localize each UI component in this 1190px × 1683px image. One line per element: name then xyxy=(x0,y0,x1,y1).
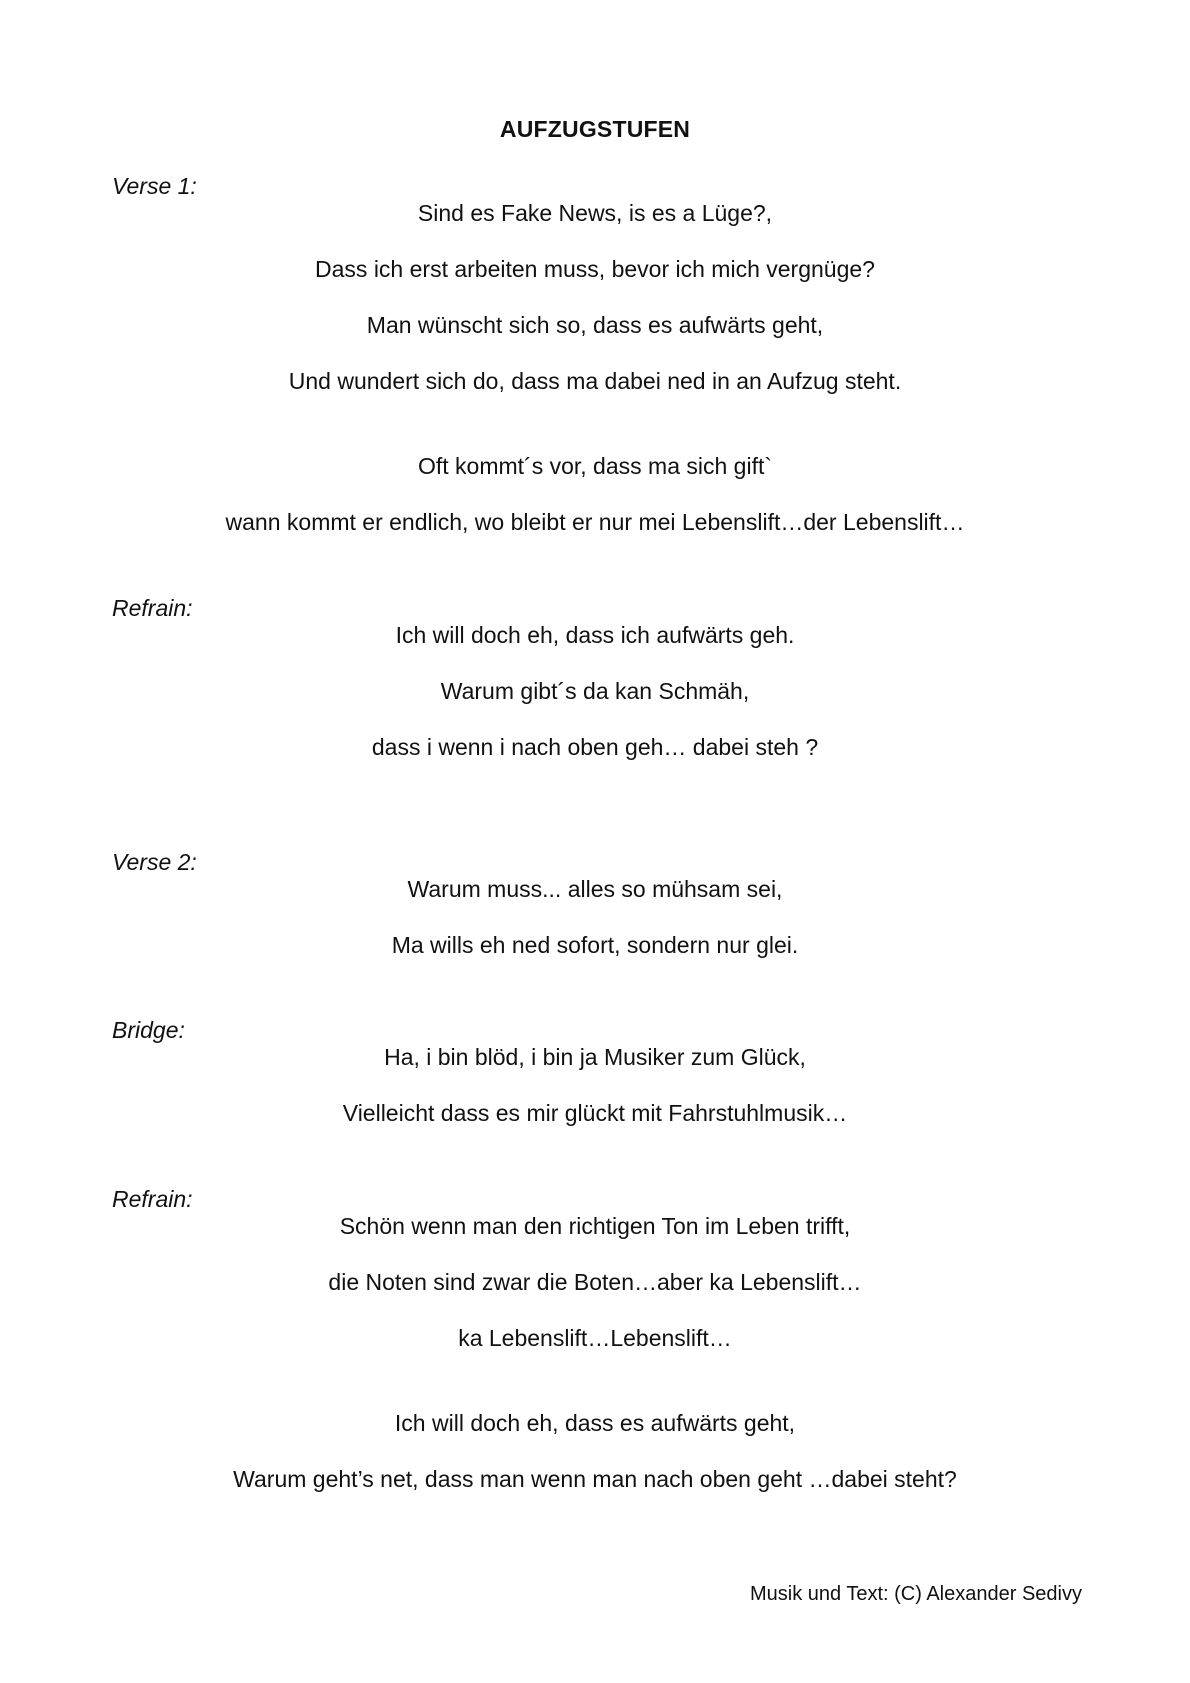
lyric-line: Warum geht’s net, dass man wenn man nach oben geht …dabei steht? xyxy=(233,1466,957,1492)
lyric-line: Ich will doch eh, dass es aufwärts geht, xyxy=(394,1410,796,1436)
lyric-line: die Noten sind zwar die Boten…aber ka Lebenslift… xyxy=(328,1269,862,1295)
lyric-line: Und wundert sich do, dass ma dabei ned in an Aufzug steht. xyxy=(288,368,902,394)
lyric-line: Man wünscht sich so, dass es aufwärts geht, xyxy=(366,312,824,338)
lyric-line: Ha, i bin blöd, i bin ja Musiker zum Glück, xyxy=(384,1044,806,1070)
lyric-line: Warum gibt´s da kan Schmäh, xyxy=(440,678,750,704)
lyric-line: Dass ich erst arbeiten muss, bevor ich mich vergnüge? xyxy=(315,256,875,282)
lyric-line: Ma wills eh ned sofort, sondern nur glei. xyxy=(391,932,799,958)
lyric-line: Sind es Fake News, is es a Lüge?, xyxy=(417,200,773,226)
lyric-line: dass i wenn i nach oben geh… dabei steh ? xyxy=(371,734,819,760)
lyric-line: wann kommt er endlich, wo bleibt er nur mei Lebenslift…der Lebenslift… xyxy=(225,509,965,535)
song-title: AUFZUGSTUFEN xyxy=(499,116,691,142)
lyric-line: ka Lebenslift…Lebenslift… xyxy=(458,1325,732,1351)
lyric-line: Vielleicht dass es mir glückt mit Fahrstuhlmusik… xyxy=(342,1100,848,1126)
lyric-line: Schön wenn man den richtigen Ton im Leben trifft, xyxy=(339,1213,851,1239)
section-label-verse-1: Verse 1: xyxy=(112,173,197,199)
section-label-refrain-2: Refrain: xyxy=(112,1186,193,1212)
section-label-bridge: Bridge: xyxy=(112,1017,185,1043)
section-label-refrain-1: Refrain: xyxy=(112,595,193,621)
lyric-line: Oft kommt´s vor, dass ma sich gift` xyxy=(417,453,773,479)
lyric-line: Warum muss... alles so mühsam sei, xyxy=(407,876,783,902)
section-label-verse-2: Verse 2: xyxy=(112,849,197,875)
lyric-line: Ich will doch eh, dass ich aufwärts geh. xyxy=(395,622,795,648)
copyright-credit: Musik und Text: (C) Alexander Sedivy xyxy=(749,1583,1082,1605)
